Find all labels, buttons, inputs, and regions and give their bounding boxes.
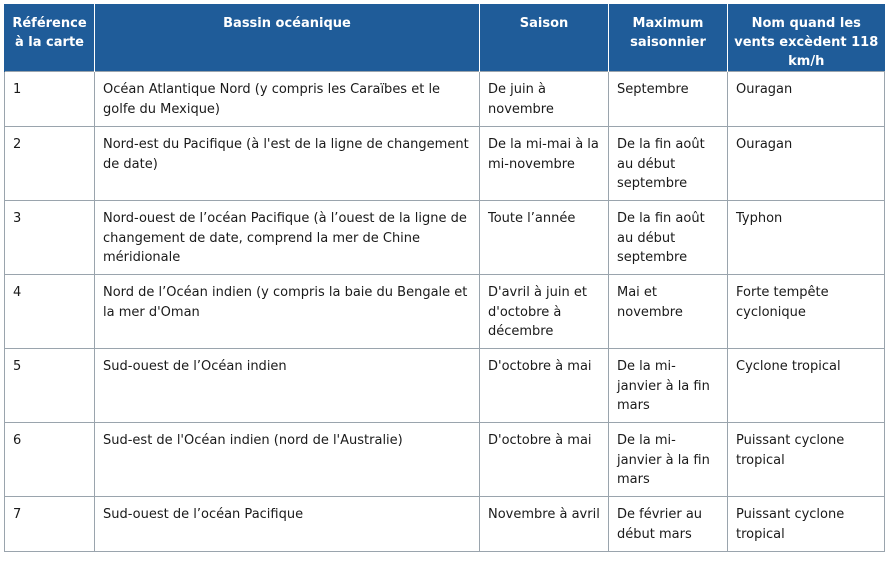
- cell-reference: 4: [5, 275, 95, 349]
- cell-basin: Sud-est de l'Océan indien (nord de l'Australie): [95, 423, 480, 497]
- cell-basin: Nord-est du Pacifique (à l'est de la ligne de changement de date): [95, 127, 480, 201]
- cell-season: D'avril à juin et d'octobre à décembre: [480, 275, 609, 349]
- table-row: [5, 423, 885, 497]
- cell-reference: 7: [5, 497, 95, 552]
- cell-basin: Nord-ouest de l’océan Pacifique (à l’ouest de la ligne de changement de date, comprend la mer de Chine méridionale: [95, 201, 480, 275]
- cell-season: Toute l’année: [480, 201, 609, 275]
- cell-peak: De la fin août au début septembre: [609, 127, 728, 201]
- cell-season: De juin à novembre: [480, 72, 609, 127]
- cell-name: Puissant cyclone tropical: [728, 423, 885, 497]
- cell-reference: 1: [5, 72, 95, 127]
- table-row: [5, 127, 885, 201]
- cell-basin: Océan Atlantique Nord (y compris les Caraïbes et le golfe du Mexique): [95, 72, 480, 127]
- cell-basin: Sud-ouest de l’océan Pacifique: [95, 497, 480, 552]
- cell-reference: 3: [5, 201, 95, 275]
- cell-name: Typhon: [728, 201, 885, 275]
- header-reference: Référence à la carte: [5, 4, 95, 72]
- header-peak: Maximum saisonnier: [609, 4, 728, 72]
- cell-season: Novembre à avril: [480, 497, 609, 552]
- cell-reference: 5: [5, 349, 95, 423]
- cell-peak: De la mi-janvier à la fin mars: [609, 423, 728, 497]
- table-row: [5, 201, 885, 275]
- cell-peak: De la fin août au début septembre: [609, 201, 728, 275]
- cell-peak: Mai et novembre: [609, 275, 728, 349]
- cell-name: Ouragan: [728, 127, 885, 201]
- table-row: [5, 497, 885, 552]
- cell-basin: Nord de l’Océan indien (y compris la baie du Bengale et la mer d'Oman: [95, 275, 480, 349]
- cell-name: Puissant cyclone tropical: [728, 497, 885, 552]
- header-season: Saison: [480, 4, 609, 72]
- cell-name: Cyclone tropical: [728, 349, 885, 423]
- table-row: [5, 72, 885, 127]
- cell-season: D'octobre à mai: [480, 349, 609, 423]
- cell-season: D'octobre à mai: [480, 423, 609, 497]
- cell-peak: Septembre: [609, 72, 728, 127]
- cell-name: Forte tempête cyclonique: [728, 275, 885, 349]
- table-row: [5, 349, 885, 423]
- header-name: Nom quand les vents excèdent 118 km/h: [728, 4, 885, 72]
- cell-reference: 6: [5, 423, 95, 497]
- header-row: [5, 4, 885, 72]
- cell-season: De la mi-mai à la mi-novembre: [480, 127, 609, 201]
- cyclone-basins-table: [4, 4, 885, 552]
- cell-peak: De février au début mars: [609, 497, 728, 552]
- cell-reference: 2: [5, 127, 95, 201]
- cell-name: Ouragan: [728, 72, 885, 127]
- table-row: [5, 275, 885, 349]
- header-basin: Bassin océanique: [95, 4, 480, 72]
- cell-peak: De la mi-janvier à la fin mars: [609, 349, 728, 423]
- cell-basin: Sud-ouest de l’Océan indien: [95, 349, 480, 423]
